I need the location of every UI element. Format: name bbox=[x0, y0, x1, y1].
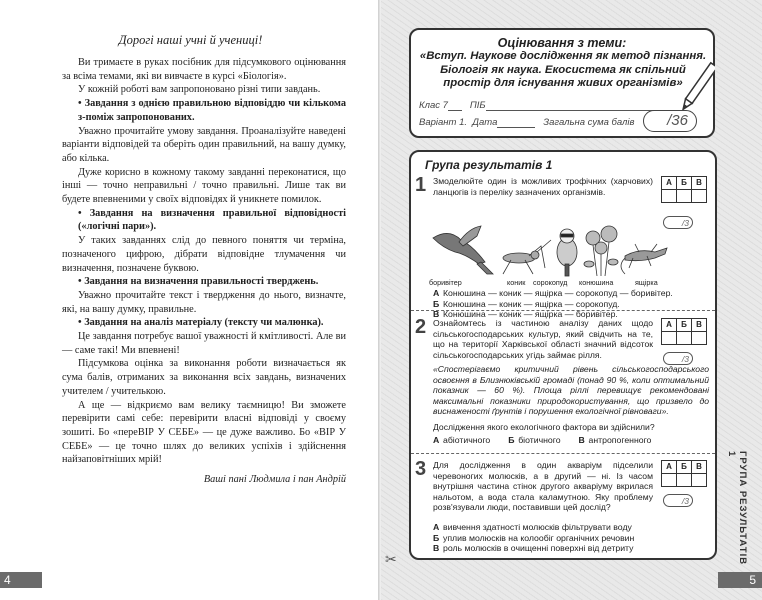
task-type-bullet: • Завдання на визначення правильності тверджень. bbox=[62, 275, 346, 289]
header-topic: «Вступ. Наукове дослідження як метод пізнання. Біологія як наука. Екосистема як спільний простір для існування живих організмів» bbox=[419, 50, 707, 89]
paragraph: У таких завданнях слід до певного поняття чи терміна, позначеного цифрою, дібрати відповідне тлумачення чи визначення, позначене буквою. bbox=[62, 235, 346, 274]
caption: сорокопуд bbox=[533, 278, 568, 287]
divider bbox=[411, 310, 715, 311]
pencil-icon bbox=[681, 58, 715, 118]
score-field[interactable]: /3 bbox=[663, 352, 693, 365]
question-1 bbox=[411, 174, 715, 320]
question-3 bbox=[411, 458, 715, 558]
paragraph: Ви тримаєте в руках посібник для підсумкового оцінювання за всіма темами, які ви вивчаєте в курсі «Біологія». bbox=[62, 57, 346, 82]
caption: коник bbox=[507, 278, 526, 287]
answer-header: А Б В bbox=[661, 176, 706, 190]
caption: боривітер bbox=[429, 278, 462, 287]
class-field: Клас 7 ПІБ bbox=[419, 100, 676, 111]
options bbox=[433, 435, 651, 446]
option-b[interactable]: Б уплив молюсків на колообіг органічних речовин bbox=[433, 532, 635, 543]
page-number: 4 bbox=[0, 572, 42, 588]
question-text: Змоделюйте один із можливих трофічних (харчових) ланцюгів із переліку зазначених організмів. bbox=[433, 176, 653, 197]
options bbox=[433, 522, 634, 554]
caption: конюшина bbox=[579, 278, 614, 287]
option-a[interactable]: А абіотичного bbox=[433, 435, 491, 445]
answer-header: А Б В bbox=[661, 318, 706, 332]
option-a[interactable]: А вивчення здатності молюсків фільтрувати воду bbox=[433, 522, 632, 532]
paragraph: А ще — відкриємо вам велику таємницю! Ви зможете перевірити самі себе: перевірити власні відповіді у своєму зошиті. Бо «переВІР У СЕБЕ» — це дуже важливо. Бо «ВІР У СЕБЕ» — це точно шлях до великих успіхів і здійснення найзаповітніших мрій! bbox=[62, 399, 346, 466]
paragraph: Уважно прочитайте текст і твердження до нього, визначте, які, на вашу думку, правильне. bbox=[62, 289, 346, 315]
task-type-bullet: • Завдання з однією правильною відповіддю чи кількома з-поміж запропонованих. bbox=[62, 97, 346, 124]
answer-grid[interactable] bbox=[661, 190, 706, 203]
quote-text: «Спостерігаємо критичний рівень сільськогосподарського освоєння в Близнюківській громаді (понад 90 %, коли оптимальний показник — 60 %). Площа ріллі перевищує рекомендовані максимальні показники природокористування, що призвело до виснаженості ґрунтів і порушення екологічної рівноваги». bbox=[433, 364, 709, 417]
paragraph: Підсумкова оцінка за виконання роботи визначається як сума балів, отриманих за виконання всіх завдань, визначених учителем / учителькою. bbox=[62, 358, 346, 397]
task-type-bullet: • Завдання на визначення правильної відповідності («логічні пари»). bbox=[62, 207, 346, 234]
paragraph: У кожній роботі вам запропоновано різні типи завдань. bbox=[78, 84, 321, 96]
paragraph: Уважно прочитайте умову завдання. Проаналізуйте наведені варіанти відповідей та оберіть один правильний, на вашу думку, або кілька. bbox=[62, 125, 346, 164]
question-number: 1 bbox=[415, 174, 427, 196]
question-text: Для дослідження в один акваріум підселили черевоногих молюсків, а в другий — ні. Із часом внутрішня частина стінок другого акваріуму вкрилася нальотом, а вода стала каламутною. Яку проблему розв'язували люди, поставивши цей дослід? bbox=[433, 460, 653, 513]
score-field[interactable]: /3 bbox=[663, 494, 693, 507]
option-c[interactable]: В Конюшина — коник — ящірка — боривітер. bbox=[433, 309, 618, 320]
option-a[interactable]: А Конюшина — коник — ящірка — сорокопуд — боривітер. bbox=[433, 288, 673, 298]
questions-box bbox=[409, 150, 717, 560]
answer-header: А Б В bbox=[661, 460, 706, 474]
paragraph: Дуже корисно в кожному такому завданні переконатися, що інші — точно неправильні / точно правильні. Лише так ви будете впевненими у своїх відповідях й уникнете помилок. bbox=[62, 166, 346, 206]
shrike-icon bbox=[557, 229, 577, 276]
date-input[interactable] bbox=[497, 127, 535, 128]
score-field[interactable]: /3 bbox=[663, 216, 693, 229]
question-number: 3 bbox=[415, 458, 427, 480]
kestrel-icon bbox=[433, 226, 493, 274]
question-text: Ознайомтесь із частиною аналізу даних щодо сільськогосподарських культур, який свідчить на те, що на території Харківської області значний відсоток сільськогосподарських угідь займає рілля. bbox=[433, 318, 653, 360]
organisms-illustration bbox=[429, 218, 669, 280]
question-prompt: Дослідження якого екологічного фактора ви здійснили? bbox=[433, 422, 655, 432]
side-label: ГРУПА РЕЗУЛЬТАТІВ 1 bbox=[726, 451, 748, 566]
option-c[interactable]: В роль молюсків в очищенні поверхні від детриту bbox=[433, 543, 634, 554]
answer-grid[interactable] bbox=[661, 474, 706, 487]
lizard-icon bbox=[621, 244, 667, 274]
intro-text bbox=[62, 56, 346, 487]
page-title: Дорогі наші учні й учениці! bbox=[118, 33, 263, 47]
option-b[interactable]: Б Конюшина — коник — ящірка — сорокопуд. bbox=[433, 298, 620, 309]
right-page bbox=[381, 0, 762, 600]
option-b[interactable]: Б біотичного bbox=[508, 435, 561, 445]
signature: Ваші пані Людмила і пан Андрій bbox=[203, 474, 346, 486]
task-type-bullet: • Завдання на аналіз матеріалу (тексту чи малюнка). bbox=[62, 316, 346, 330]
header-title: Оцінювання з теми: bbox=[497, 36, 627, 50]
question-number: 2 bbox=[415, 316, 427, 338]
total-score-field[interactable]: /36 bbox=[643, 110, 697, 132]
scissors-icon: ✂ bbox=[385, 553, 397, 568]
page-number: 5 bbox=[718, 572, 762, 588]
divider bbox=[411, 453, 715, 454]
options bbox=[433, 288, 673, 320]
clover-icon bbox=[584, 226, 618, 276]
question-2 bbox=[411, 316, 715, 448]
paragraph: Це завдання потребує вашої уважності й кмітливості. Але ви — саме такі! Ми впевнені! bbox=[62, 331, 346, 356]
grasshopper-icon bbox=[503, 240, 551, 274]
option-c[interactable]: В антропогенного bbox=[578, 435, 652, 445]
caption: ящірка bbox=[635, 278, 658, 287]
group-title: Група результатів 1 bbox=[425, 158, 553, 172]
variant-field: Варіант 1. Дата Загальна сума балів bbox=[419, 117, 635, 128]
answer-grid[interactable] bbox=[661, 332, 706, 345]
